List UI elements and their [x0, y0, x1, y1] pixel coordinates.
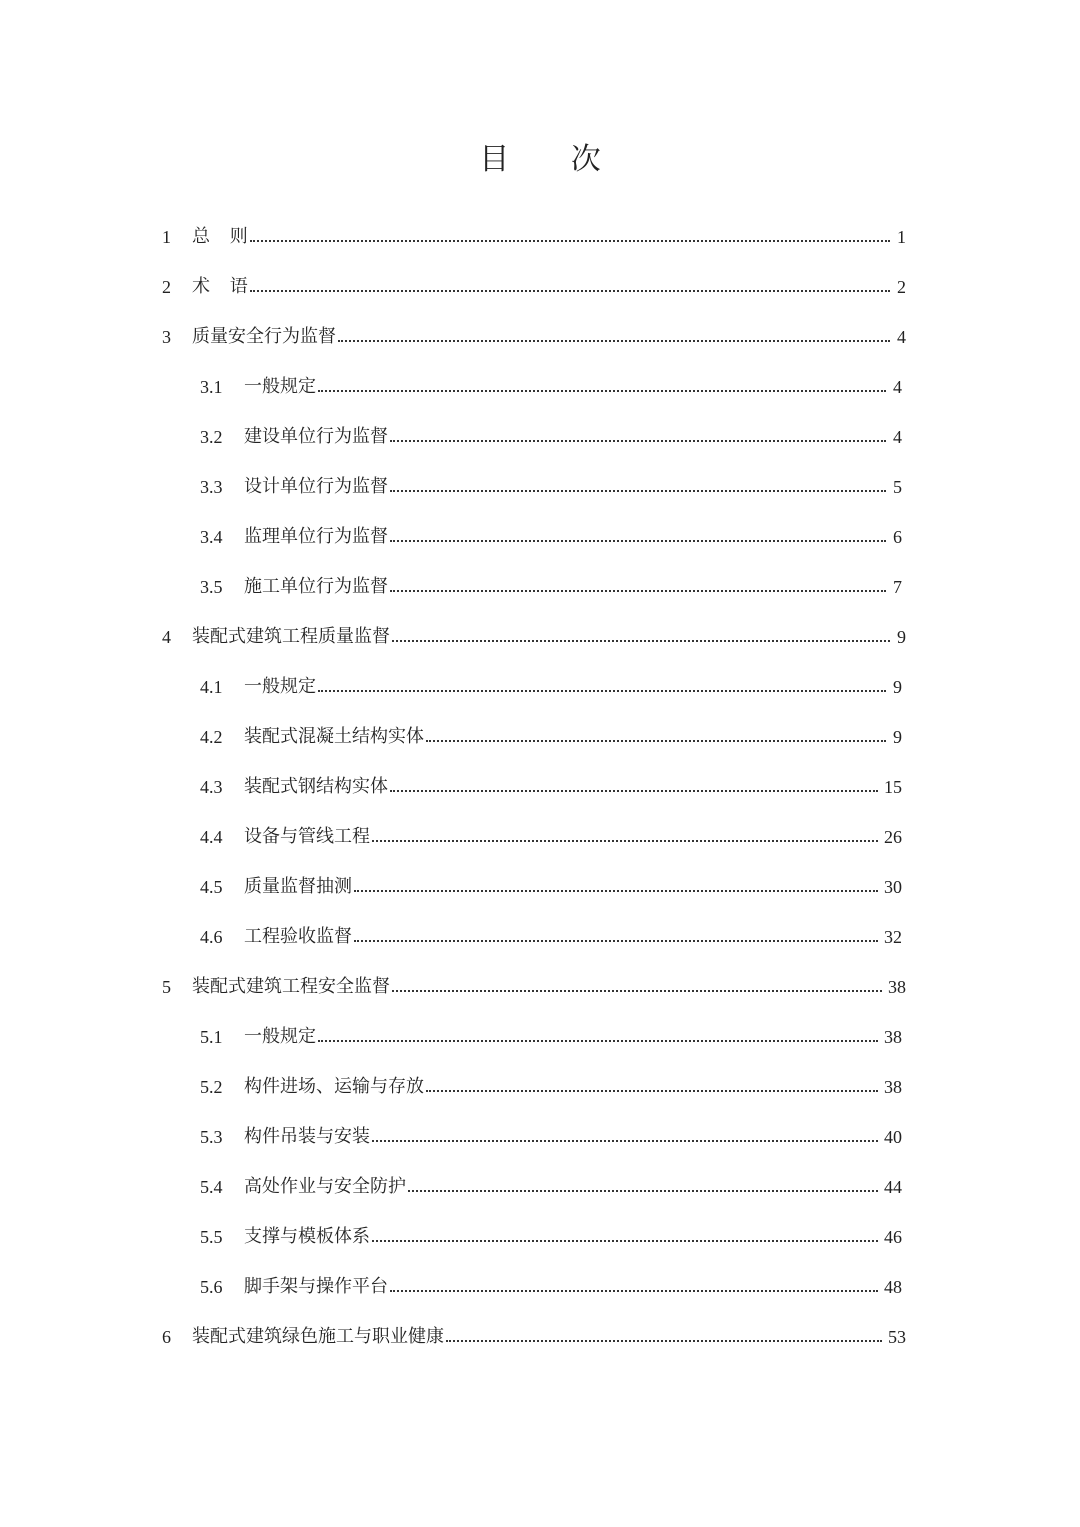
- toc-entry-5[interactable]: [162, 962, 906, 1012]
- toc-entry-page: 46: [884, 1227, 902, 1247]
- page-title: 目 次: [479, 142, 627, 177]
- toc-entry-number: 4.6: [200, 927, 223, 947]
- toc-entry-page: 38: [884, 1027, 902, 1047]
- toc-entry-title: 设计单位行为监督: [244, 476, 388, 497]
- toc-entry-4-3[interactable]: [200, 762, 902, 812]
- toc-entry-4-2[interactable]: [200, 712, 902, 762]
- toc-entry-6[interactable]: [162, 1312, 906, 1362]
- dot-leader: [390, 790, 878, 792]
- dot-leader: [408, 1190, 878, 1192]
- toc-entry-page: 38: [884, 1077, 902, 1097]
- toc-entry-number: 5.3: [200, 1127, 223, 1147]
- toc-entry-title: 装配式混凝土结构实体: [244, 726, 424, 747]
- toc-entry-3[interactable]: [162, 312, 906, 362]
- toc-entry-title: 质量监督抽测: [244, 876, 352, 897]
- toc-entry-page: 30: [884, 877, 902, 897]
- toc-entry-page: 1: [897, 227, 906, 247]
- toc-entry-title: 监理单位行为监督: [244, 526, 388, 547]
- dot-leader: [250, 240, 890, 242]
- dot-leader: [426, 1090, 878, 1092]
- toc-entry-number: 3.3: [200, 477, 223, 497]
- toc-entry-number: 5.6: [200, 1277, 223, 1297]
- toc-entry-number: 4.1: [200, 677, 223, 697]
- toc-entry-title: 构件进场、运输与存放: [244, 1076, 424, 1097]
- toc-entry-page: 4: [893, 377, 902, 397]
- toc-entry-5-3[interactable]: [200, 1112, 902, 1162]
- toc-entry-title: 脚手架与操作平台: [244, 1276, 388, 1297]
- dot-leader: [354, 940, 878, 942]
- dot-leader: [372, 1140, 878, 1142]
- toc-entry-title: 支撑与模板体系: [244, 1226, 370, 1247]
- toc-entry-1[interactable]: [162, 212, 906, 262]
- toc-entry-title: 总 则: [192, 226, 248, 247]
- toc-entry-number: 5.2: [200, 1077, 223, 1097]
- dot-leader: [392, 640, 890, 642]
- toc-entry-4-1[interactable]: [200, 662, 902, 712]
- toc-entry-page: 9: [893, 677, 902, 697]
- toc-entry-3-1[interactable]: [200, 362, 902, 412]
- toc-entry-number: 5: [162, 977, 171, 997]
- toc-entry-number: 3: [162, 327, 171, 347]
- dot-leader: [390, 1290, 878, 1292]
- dot-leader: [390, 490, 886, 492]
- toc-entry-title: 施工单位行为监督: [244, 576, 388, 597]
- toc-entry-page: 40: [884, 1127, 902, 1147]
- toc-entry-page: 5: [893, 477, 902, 497]
- toc-entry-4-6[interactable]: [200, 912, 902, 962]
- toc-entry-number: 4.2: [200, 727, 223, 747]
- dot-leader: [390, 440, 886, 442]
- toc-entry-2[interactable]: [162, 262, 906, 312]
- dot-leader: [318, 690, 886, 692]
- toc-entry-3-2[interactable]: [200, 412, 902, 462]
- dot-leader: [392, 990, 882, 992]
- toc-entry-page: 26: [884, 827, 902, 847]
- toc-entry-page: 2: [897, 277, 906, 297]
- toc-entry-page: 38: [888, 977, 906, 997]
- toc-entry-page: 44: [884, 1177, 902, 1197]
- toc-entry-3-4[interactable]: [200, 512, 902, 562]
- toc-entry-5-1[interactable]: [200, 1012, 902, 1062]
- toc-entry-number: 5.5: [200, 1227, 223, 1247]
- toc-entry-title: 装配式钢结构实体: [244, 776, 388, 797]
- toc-entry-number: 5.4: [200, 1177, 223, 1197]
- toc-entry-3-3[interactable]: [200, 462, 902, 512]
- toc-entry-title: 设备与管线工程: [244, 826, 370, 847]
- toc-entry-4-4[interactable]: [200, 812, 902, 862]
- toc-entry-4[interactable]: [162, 612, 906, 662]
- dot-leader: [426, 740, 886, 742]
- toc-entry-title: 一般规定: [244, 376, 316, 397]
- dot-leader: [390, 590, 886, 592]
- toc-entry-number: 6: [162, 1327, 171, 1347]
- toc-entry-title: 术 语: [192, 276, 248, 297]
- toc-entry-number: 3.4: [200, 527, 223, 547]
- toc-entry-number: 3.5: [200, 577, 223, 597]
- toc-entry-3-5[interactable]: [200, 562, 902, 612]
- toc-entry-number: 4.3: [200, 777, 223, 797]
- toc-entry-title: 构件吊装与安装: [244, 1126, 370, 1147]
- toc-entry-title: 质量安全行为监督: [192, 326, 336, 347]
- toc-entry-number: 1: [162, 227, 171, 247]
- toc-entry-page: 32: [884, 927, 902, 947]
- toc-entry-5-2[interactable]: [200, 1062, 902, 1112]
- dot-leader: [250, 290, 890, 292]
- toc-entry-page: 6: [893, 527, 902, 547]
- toc-entry-page: 4: [893, 427, 902, 447]
- toc-entry-page: 15: [884, 777, 902, 797]
- toc-entry-page: 9: [897, 627, 906, 647]
- toc-entry-title: 高处作业与安全防护: [244, 1176, 406, 1197]
- dot-leader: [390, 540, 886, 542]
- toc-entry-title: 工程验收监督: [244, 926, 352, 947]
- toc-entry-4-5[interactable]: [200, 862, 902, 912]
- toc-entry-number: 5.1: [200, 1027, 223, 1047]
- toc-entry-page: 48: [884, 1277, 902, 1297]
- toc-entry-page: 9: [893, 727, 902, 747]
- dot-leader: [318, 1040, 878, 1042]
- toc-entry-page: 4: [897, 327, 906, 347]
- toc-entry-5-5[interactable]: [200, 1212, 902, 1262]
- toc-entry-title: 建设单位行为监督: [244, 426, 388, 447]
- toc-entry-5-4[interactable]: [200, 1162, 902, 1212]
- toc-entry-title: 装配式建筑绿色施工与职业健康: [192, 1326, 444, 1347]
- toc-entry-number: 3.1: [200, 377, 223, 397]
- toc-entry-title: 一般规定: [244, 676, 316, 697]
- toc-entry-page: 7: [893, 577, 902, 597]
- dot-leader: [338, 340, 890, 342]
- toc-entry-number: 4.4: [200, 827, 223, 847]
- toc-entry-page: 53: [888, 1327, 906, 1347]
- dot-leader: [446, 1340, 882, 1342]
- toc-entry-title: 一般规定: [244, 1026, 316, 1047]
- dot-leader: [354, 890, 878, 892]
- dot-leader: [372, 1240, 878, 1242]
- toc-entry-number: 2: [162, 277, 171, 297]
- toc-entry-number: 4.5: [200, 877, 223, 897]
- dot-leader: [318, 390, 886, 392]
- toc-entry-title: 装配式建筑工程质量监督: [192, 626, 390, 647]
- toc-entry-title: 装配式建筑工程安全监督: [192, 976, 390, 997]
- dot-leader: [372, 840, 878, 842]
- toc-entry-number: 4: [162, 627, 171, 647]
- toc-entry-5-6[interactable]: [200, 1262, 902, 1312]
- toc-entry-number: 3.2: [200, 427, 223, 447]
